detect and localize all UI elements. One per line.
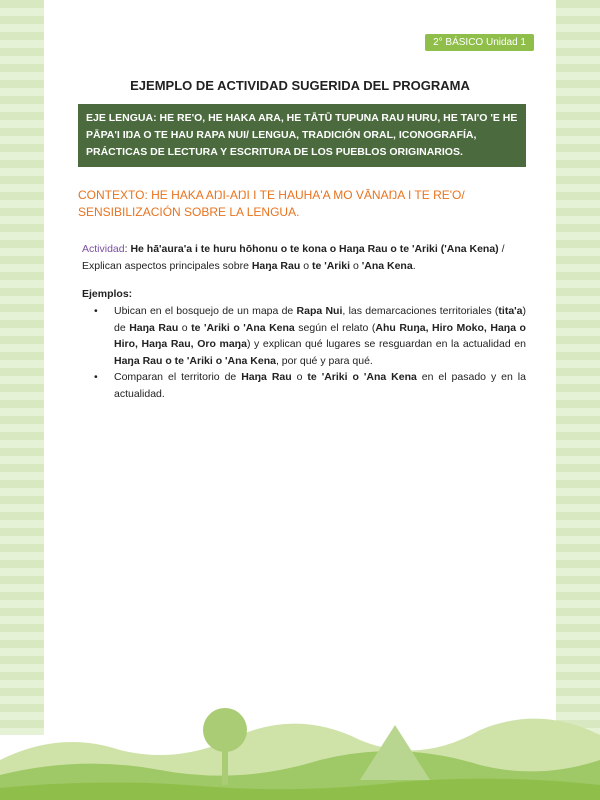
activity-o2: o (350, 260, 362, 272)
ejemplos-title: Ejemplos: (82, 288, 133, 300)
contexto-heading: CONTEXTO: HE HAKA AŊI-AŊI I TE HAUHA'A MO VĀNAŊA I TE RE'O/ SENSIBILIZACIÓN SOBRE LA LENGUA. (78, 188, 465, 219)
activity-place2: te 'Ariki (311, 260, 351, 272)
grade-unit-badge: 2° BÁSICO Unidad 1 (425, 34, 534, 51)
activity-label: Actividad (82, 243, 125, 255)
decorative-border-right (556, 0, 600, 735)
landscape-footer-illustration (0, 690, 600, 800)
activity-o: o (300, 260, 312, 272)
list-item: • Comparan el territorio de Haŋa Rau o te 'Ariki o 'Ana Kena en el pasado y en la actualidad. (82, 369, 526, 402)
activity-rapanui-text: He hā'aura'a i te huru hōhonu o te kona o Haŋa Rau o te 'Ariki ('Ana Kena) (130, 243, 499, 255)
decorative-border-left (0, 0, 44, 735)
eje-lengua-box: EJE LENGUA: HE RE'O, HE HAKA ARA, HE TĀTŪ TUPUNA RAU HURU, HE TAI'O 'E HE PĀPA'I IŊA O TE HAU RAPA NUI/ LENGUA, TRADICIÓN ORAL, ICONOGRAFÍA, PRÁCTICAS DE LECTURA Y ESCRITURA DE LOS PUEBLOS ORIGINARIOS. (78, 104, 526, 167)
list-item: • Ubican en el bosquejo de un mapa de Rapa Nui, las demarcaciones territoriales (tita'a) de Haŋa Rau o te 'Ariki o 'Ana Kena según el relato (Ahu Ruŋa, Hiro Moko, Haŋa o Hiro, Haŋa Rau, Oro maŋa) y explican qué lugares se resguardan en la actualidad en Haŋa Rau o te 'Ariki o 'Ana Kena, por qué y para qué. (82, 303, 526, 369)
examples-list (82, 303, 526, 402)
activity-end: . (412, 260, 416, 272)
activity-paragraph: Actividad: He hā'aura'a i te huru hōhonu o te kona o Haŋa Rau o te 'Ariki ('Ana Kena) / Explican aspectos principales sobre Haŋa Rau o te 'Ariki o 'Ana Kena. (82, 243, 505, 272)
activity-place1: Haŋa Rau (251, 260, 301, 272)
page-title: EJEMPLO DE ACTIVIDAD SUGERIDA DEL PROGRAMA (130, 78, 470, 93)
activity-sep: / Explican aspectos principales sobre (82, 243, 505, 272)
activity-place3: 'Ana Kena (361, 260, 413, 272)
